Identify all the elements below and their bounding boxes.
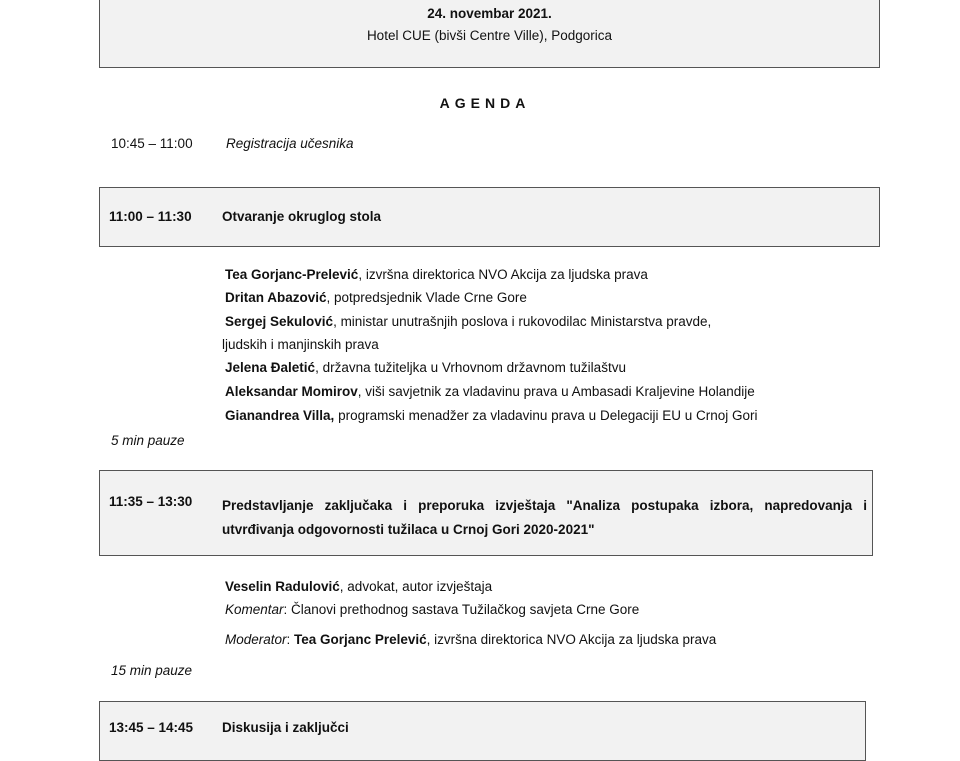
speaker-name: Gianandrea Villa, [225, 408, 335, 423]
speaker-role: programski menadžer za vladavinu prava u Delegaciji EU u Crnoj Gori [334, 408, 758, 423]
event-header [99, 0, 880, 68]
pause-note: 5 min pauze [111, 433, 185, 448]
speaker-role: , izvršna direktorica NVO Akcija za ljudska prava [358, 267, 648, 282]
comment-label: Komentar [225, 602, 284, 617]
session-opening-time: 11:00 – 11:30 [109, 209, 192, 224]
speaker-line [225, 360, 626, 375]
moderator-label: Moderator [225, 632, 287, 647]
speaker-name: Jelena Đaletić [225, 360, 316, 375]
speaker-line [225, 579, 492, 594]
speaker-name: Tea Gorjanc-Prelević [225, 267, 359, 282]
speaker-role: , viši savjetnik za vladavinu prava u Ambasadi Kraljevine Holandije [357, 384, 755, 399]
moderator-role: , izvršna direktorica NVO Akcija za ljudska prava [426, 632, 717, 647]
comment-line [225, 602, 639, 617]
session-discussion-box [99, 701, 866, 761]
speaker-role: , potpredsjednik Vlade Crne Gore [326, 290, 527, 305]
session-opening-box [99, 187, 880, 247]
comment-text: : Članovi prethodnog sastava Tužilačkog savjeta Crne Gore [283, 602, 640, 617]
speaker-line [225, 408, 758, 423]
speaker-role: , ministar unutrašnjih poslova i rukovodilac Ministarstva pravde, [333, 314, 712, 329]
event-venue: Hotel CUE (bivši Centre Ville), Podgorica [366, 28, 613, 43]
session-discussion-title: Diskusija i zaključci [222, 720, 349, 735]
speaker-name: Dritan Abazović [225, 290, 327, 305]
session-presentation-time: 11:35 – 13:30 [109, 494, 193, 509]
session-discussion-time: 13:45 – 14:45 [109, 720, 194, 735]
session-opening-title: Otvaranje okruglog stola [222, 209, 382, 224]
event-date: 24. novembar 2021. [427, 6, 552, 21]
speaker-line [225, 314, 711, 329]
speaker-name: Aleksandar Momirov [225, 384, 358, 399]
moderator-name: Tea Gorjanc Prelević [294, 632, 427, 647]
moderator-separator: : [286, 632, 295, 647]
speaker-name: Sergej Sekulović [225, 314, 334, 329]
speaker-line [225, 267, 648, 282]
speaker-line [225, 290, 527, 305]
speaker-role: ljudskih i manjinskih prava [222, 337, 379, 352]
speaker-name: Veselin Radulović [225, 579, 340, 594]
pause-note: 15 min pauze [111, 663, 193, 678]
speaker-line [225, 384, 755, 399]
registration-time: 10:45 – 11:00 [111, 136, 193, 151]
speaker-role: , advokat, autor izvještaja [339, 579, 493, 594]
speaker-line-continuation [222, 337, 379, 352]
agenda-title: AGENDA [439, 95, 531, 111]
moderator-line [225, 632, 716, 647]
speaker-role: , državna tužiteljka u Vrhovnom državnom tužilaštvu [315, 360, 626, 375]
session-presentation-title: Predstavljanje zaključaka i preporuka izvještaja "Analiza postupaka izbora, napredovanja i utvrđivanja odgovornosti tužilaca u Crnoj Gori 2020-2021" [222, 498, 867, 537]
registration-label: Registracija učesnika [226, 136, 354, 151]
